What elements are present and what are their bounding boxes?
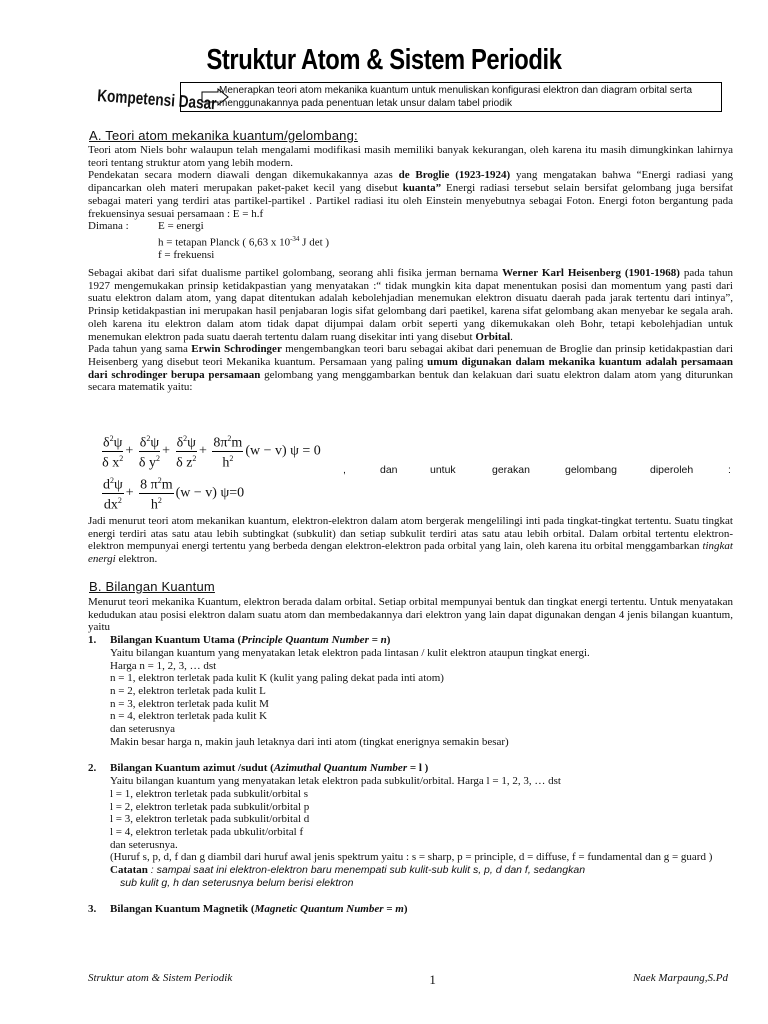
schrodinger-equation-1d: $\frac{d^2\psi}{dx^2}$ + $\frac{8 \pi^2m}{h^2}$ (w − v) ψ=0 <box>103 476 245 513</box>
kompetensi-text: Menerapkan teori atom mekanika kuantum untuk menuliskan konfigurasi elektron dan diagram orbital serta menggunakannya pada penentuan letak unsur dalam tabel priodik <box>219 85 693 109</box>
dimana-label: Dimana : <box>88 220 129 233</box>
footer-title: Struktur atom & Sistem Periodik <box>88 972 233 984</box>
page-number: 1 <box>429 972 436 987</box>
footer-author: Naek Marpaung,S.Pd <box>632 972 728 984</box>
page-title: Struktur Atom & Sistem Periodik <box>206 44 562 76</box>
kompetensi-label: Kompetensi Dasar <box>96 86 218 114</box>
list-item: 3. Bilangan Kuantum Magnetik (Magnetic Quantum Number = m) <box>88 903 408 916</box>
section-a-body: Teori atom Niels bohr walaupun telah mengalami modifikasi masih memiliki banyak kekurangan, oleh karena itu masih dimungkinkan lahirnya teori tentang struktur atom yang lebih modern. Pendekatan secara modern diawali dengan dikemukakannya azas de Broglie (1923-1924) yang mengatakan bahwa “Energi radiasi yang dipancarkan oleh materi merupakan paket-paket kecil yang disebut kuanta” Energi radiasi tersebut selain bersifat gelombang juga bersifat sebagai materi yang terdiri atas partikel-partikel . Partikel radiasi itu oleh Einstein menyebutnya sebagai Foton. Energi foton bergantung pada frekuensinya sesuai persamaan : E = h.f Dimana : E = energi h = tetapan Planck ( 6,63 x $10^{-34}$ J det ) f = frekuensi Sebagai akibat dari sifat dualisme partikel golombang, seorang ahli fisika jerman bernama Werner Karl Heisenberg (1901-1968) pada tahun 1927 mengemukakan prinsip ketidakpastian yang menyatakan :“ tidak mungkin kita dapat menentukan posisi dan momentum yang pasti dari suatu elektron dalam atom, yang dapat ditentukan adalah kebolehjadian menemukan elektron disuatu daerah pada jarak tertentu dari intinya”, Prinsip ketidakpastian ini merupakan hasil penjabaran logis sifat gelombang dari paetikel, karena sifat gelombang akan menyebar ke segala arah. oleh karena itu elektron dalam atom tidak dapat dijumpai dalam orbit seperti yang dikemukakan oleh Bohr, tetapi kebolehjadian untuk menemukan elektron pada suatu daerah tertentu dalam ruang disekitar inti yang disebut Orbital. Pada tahun yang sama Erwin Schrodinger mengembangkan teori baru sebagai akibat dari penemuan de Broglie dan prinsip ketidakpastian dari Heisenberg yang disebut teori Mekanika kuantum. Persamaan yang paling umum digunakan dalam mekanika kuantum adalah persamaan dari schrodinger berupa persamaan gelombang yang menggambarkan bentuk dan kelakuan dari suatu elektron dalam atom yang diturunkan secara matematik yaitu: <box>88 144 734 394</box>
list-item: 2. Bilangan Kuantum azimut /sudut (Azimuthal Quantum Number = l ) Yaitu bilangan kuantum yang menyatakan letak elektron pada subkulit/orbital. Harga l = 1, 2, 3, … dst l = 1, elektron terletak pada subkulit/orbital s l = 2, elektron terletak pada subkulit/orbital p l = 3, elektron terletak pada subkulit/orbital d l = 4, elektron terletak pada ubkulit/orbital f dan seterusnya. (Huruf s, p, d, f dan g diambil dari huruf awal jenis spektrum yaitu : s = sharp, p = principle, d = diffuse, f = fundamental dan g = guard ) Catatan : sampai saat ini elektron-elektron baru menempati sub kulit-sub kulit s, p, d dan f, sedangkan sub kulit g, h dan seterusnya belum berisi elektron <box>88 762 713 889</box>
planck-constant: h = tetapan Planck ( 6,63 x $10^{-34}$ J det ) <box>158 234 330 249</box>
section-b-heading: B. Bilangan Kuantum <box>89 579 215 594</box>
paragraph: Teori atom Niels bohr walaupun telah mengalami modifikasi masih memiliki banyak kekurangan, oleh karena itu masih dimungkinkan lahirnya teori tentang struktur atom yang lebih modern. <box>88 144 733 169</box>
section-a-heading: A. Teori atom mekanika kuantum/gelombang: <box>89 128 358 143</box>
kompetensi-box <box>180 82 722 112</box>
section-a-conclusion: Jadi menurut teori atom mekanikan kuantum, elektron-elektron dalam atom bergerak mengelilingi inti pada tingkat-tingkat tertentu. Suatu tingkat energi terdiri atas satu atau lebih subtingkat (subkulit) dan setiap subkulit terdiri atas satu atau lebih orbital. Dalam orbital tertentu elektron-elektron mempunyai energi tertentu yang berbeda dengan elektron-elektron pada orbital yang lain, oleh karena itu orbital menggambarkan tingkat energi elektron. <box>88 515 733 566</box>
section-b-body <box>88 596 733 916</box>
document-page: Struktur Atom & Sistem Periodik Kompetensi Dasar Menerapkan teori atom mekanika kuantum untuk menuliskan konfigurasi elektron dan diagram orbital serta menggunakannya pada penentuan letak unsur dalam tabel priodik A. Teori atom mekanika kuantum/gelombang: Teori atom Niels bohr walaupun telah mengalami modifikasi masih memiliki banyak kekurangan, oleh karena itu masih dimungkinkan lahirnya teori tentang struktur atom yang lebih modern. Pendekatan secara modern diawali dengan dikemukakannya azas de Broglie (1923-1924) yang mengatakan bahwa “Energi radiasi yang dipancarkan oleh materi merupakan paket-paket kecil yang disebut kuanta” Energi radiasi tersebut selain bersifat gelombang juga bersifat sebagai materi yang terdiri atas partikel-partikel . Partikel radiasi itu oleh Einstein menyebutnya sebagai Foton. Energi foton bergantung pada frekuensinya sesuai persamaan : E = h.f Dimana : E = energi h = tetapan Planck ( 6,63 x $10^{-34}$ J det ) f = frekuensi Sebagai akibat dari sifat dualisme partikel golombang, seorang ahli fisika jerman bernama Werner Karl Heisenberg (1901-1968) pada tahun 1927 mengemukakan prinsip ketidakpastian yang menyatakan :“ tidak mungkin kita dapat menentukan posisi dan momentum yang pasti dari suatu elektron dalam atom, yang dapat ditentukan adalah kebolehjadian menemukan elektron disuatu daerah pada jarak tertentu dari intinya”, Prinsip ketidakpastian ini merupakan hasil penjabaran logis sifat gelombang dari paetikel, karena sifat gelombang akan menyebar ke segala arah. oleh karena itu elektron dalam atom tidak dapat dijumpai dalam orbit seperti yang dikemukakan oleh Bohr, tetapi kebolehjadian untuk menemukan elektron pada suatu daerah tertentu dalam ruang disekitar inti yang disebut Orbital. Pada tahun yang sama Erwin Schrodinger mengembangkan teori baru sebagai akibat dari penemuan de Broglie dan prinsip ketidakpastian dari Heisenberg yang disebut teori Mekanika kuantum. Persamaan yang paling umum digunakan dalam mekanika kuantum adalah persamaan dari schrodinger berupa persamaan gelombang yang menggambarkan bentuk dan kelakuan dari suatu elektron dalam atom yang diturunkan secara matematik yaitu: $\frac{\delta^2\psi}{\delta x^2}$ + $\frac{\delta^2\psi}{\delta y^2}$ + $\frac{\delta^2\psi}{\delta z^2}$ + $\frac{8\pi^2m}{h^2}$ (w − v) ψ = 0 , dan untuk gerakan gelombang diperoleh : $\frac{d^2\psi}{dx^2}$ + $\frac{8 \pi^2m}{h^2}$ (w − v) ψ=0 Jadi menurut teori atom mekanikan kuantum, elektron-elektron dalam atom bergerak mengelilingi inti pada tingkat-tingkat tertentu. Suatu tingkat energi terdiri atas satu atau lebih subtingkat (subkulit) dan setiap subkulit terdiri atas satu atau lebih orbital. Dalam orbital tertentu elektron-elektron mempunyai energi tertentu yang berbeda dengan elektron-elektron pada orbital yang lain, oleh karena itu orbital menggambarkan tingkat energi elektron. B. Bilangan Kuantum Menurut teori mekanika Kuantum, elektron berada dalam orbital. Setiap orbital mempunyai bentuk dan tingkat energi tertentu. Untuk menyatakan kedudukan atau posisi elektron dalam suatu atom dan membedakannya dari elektron yang lain dapat digunakan dengan 4 jenis bilangan kuantum, yaitu 1. Bilangan Kuantum Utama (Principle Quantum Number = n) Yaitu bilangan kuantum yang menyatakan letak elektron pada lintasan / kulit elektron ataupun tingkat energi. Harga n = 1, 2, 3, … dst n = 1, elektron terletak pada kulit K (kulit yang paling dekat pada inti atom) n = 2, elektron terletak pada kulit L n = 3, elektron terletak pada kulit M n = 4, elektron terletak pada kulit K dan seterusnya Makin besar harga n, makin jauh letaknya dari inti atom (tingkat enerignya semakin besar) 2. Bilangan Kuantum azimut /sudut (Azimuthal Quantum Number = l ) Yaitu bilangan kuantum yang menyatakan letak elektron pada subkulit/orbital. Harga l = 1, 2, 3, … dst l = 1, elektron terletak pada subkulit/orbital s l = 2, elektron terletak pada subkulit/orbital p l = 3, elektron terletak pada subkulit/orbital d l = 4, elektron terletak pada ubkulit/orbital f dan seterusnya. (Huruf s, p, d, f dan g diambil dari huruf awal jenis spektrum yaitu : s = sharp, p = principle, d = diffuse, f = fundamental dan g = guard ) Catatan : sampai saat ini elektron-elektron baru menempati sub kulit-sub kulit s, p, d dan f, sedangkan sub kulit g, h dan seterusnya belum berisi elektron 3. Bilangan Kuantum Magnetik (Magnetic Quantum Number = m) Struktur atom & Sistem Periodik 1 Naek Marpaung,S.Pd <box>0 0 768 1024</box>
paragraph: Pada tahun yang sama Erwin Schrodinger mengembangkan teori baru sebagai akibat dari penemuan de Broglie dan prinsip ketidakpastian dari Heisenberg yang disebut teori Mekanika kuantum. Persamaan yang paling umum digunakan dalam mekanika kuantum adalah persamaan dari schrodinger berupa persamaan gelombang yang menggambarkan bentuk dan kelakuan dari suatu elektron dalam atom yang diturunkan secara matematik yaitu: <box>88 343 734 394</box>
paragraph: Sebagai akibat dari sifat dualisme partikel golombang, seorang ahli fisika jerman bernama Werner Karl Heisenberg (1901-1968) pada tahun 1927 mengemukakan prinsip ketidakpastian yang menyatakan :“ tidak mungkin kita dapat menentukan posisi dan momentum yang pasti dari suatu elektron dalam atom, yang dapat ditentukan adalah kebolehjadian menemukan elektron disuatu daerah pada jarak tertentu dari intinya”, Prinsip ketidakpastian ini merupakan hasil penjabaran logis sifat gelombang dari paetikel, karena sifat gelombang akan menyebar ke segala arah. oleh karena itu elektron dalam atom tidak dapat dijumpai dalam orbit seperti yang dikemukakan oleh Bohr, tetapi kebolehjadian untuk menemukan elektron pada suatu daerah tertentu dalam ruang disekitar inti yang disebut Orbital. <box>88 266 734 343</box>
schrodinger-equation-3d: $\frac{\delta^2\psi}{\delta x^2}$ + $\frac{\delta^2\psi}{\delta y^2}$ + $\frac{\delta^2\psi}{\delta z^2}$ + $\frac{8\pi^2m}{h^2}$ (w − v) ψ = 0 <box>102 434 321 471</box>
list-item: 1. Bilangan Kuantum Utama (Principle Quantum Number = n) Yaitu bilangan kuantum yang menyatakan letak elektron pada lintasan / kulit elektron ataupun tingkat energi. Harga n = 1, 2, 3, … dst n = 1, elektron terletak pada kulit K (kulit yang paling dekat pada inti atom) n = 2, elektron terletak pada kulit L n = 3, elektron terletak pada kulit M n = 4, elektron terletak pada kulit K dan seterusnya Makin besar harga n, makin jauh letaknya dari inti atom (tingkat enerignya semakin besar) <box>88 634 590 748</box>
paragraph: Menurut teori mekanika Kuantum, elektron berada dalam orbital. Setiap orbital mempunyai bentuk dan tingkat energi tertentu. Untuk menyatakan kedudukan atau posisi elektron dalam suatu atom dan membedakannya dari elektron yang lain dapat digunakan dengan 4 jenis bilangan kuantum, yaitu <box>88 596 733 634</box>
page-footer <box>88 972 728 988</box>
paragraph: Pendekatan secara modern diawali dengan dikemukakannya azas de Broglie (1923-1924) yang mengatakan bahwa “Energi radiasi yang dipancarkan oleh materi merupakan paket-paket kecil yang disebut kuanta” Energi radiasi tersebut selain bersifat gelombang juga bersifat sebagai materi yang terdiri atas partikel-partikel . Partikel radiasi itu oleh Einstein menyebutnya sebagai Foton. Energi foton bergantung pada frekuensinya sesuai persamaan : E = h.f <box>88 169 733 220</box>
dimana-block: Dimana : E = energi <box>88 220 204 233</box>
